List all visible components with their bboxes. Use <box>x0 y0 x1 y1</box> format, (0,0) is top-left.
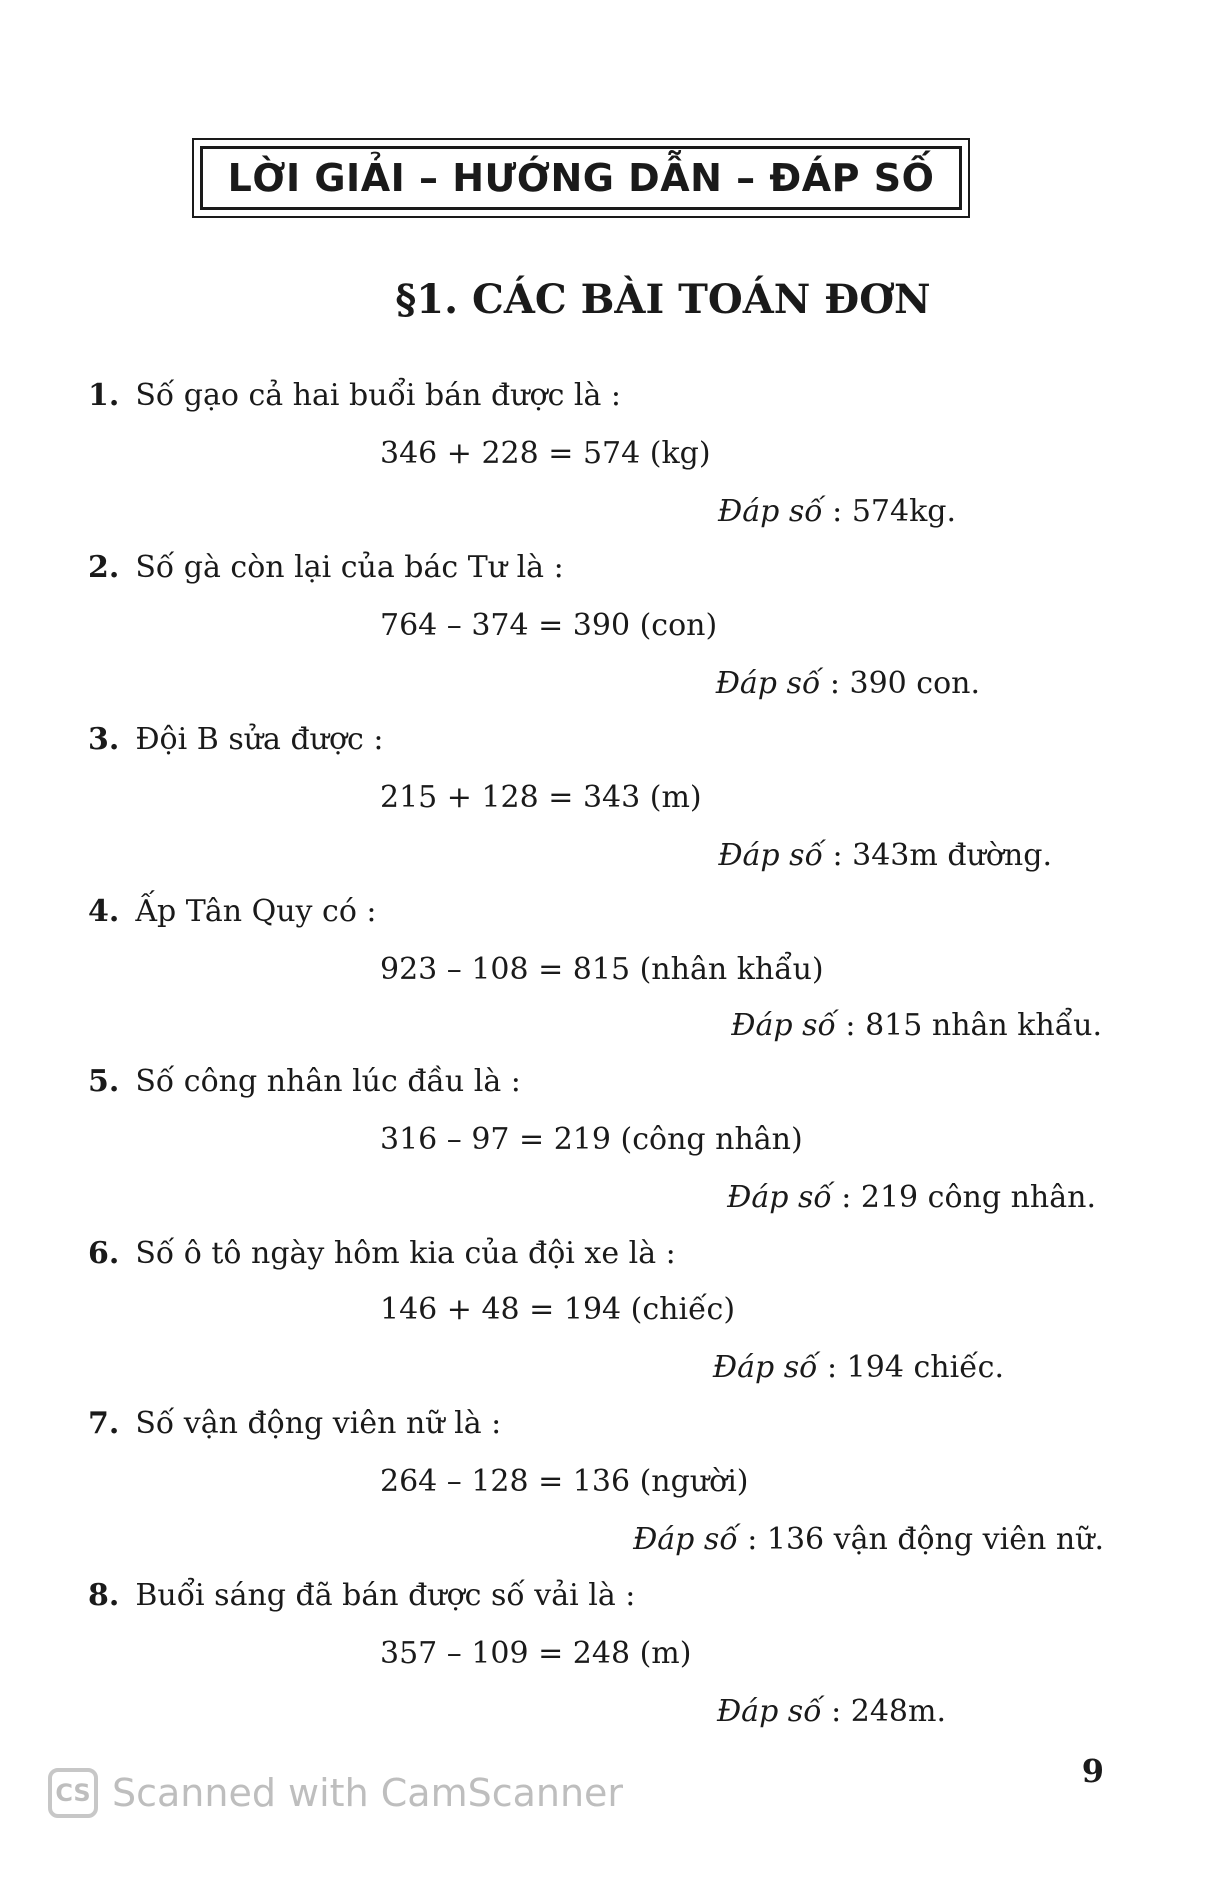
answer-label: Đáp số <box>715 666 821 701</box>
calculation: 923 – 108 = 815 (nhân khẩu) <box>380 952 824 987</box>
problem-text: Số gạo cả hai buổi bán được là : <box>135 378 622 413</box>
answer-value: : 219 công nhân. <box>831 1180 1096 1215</box>
problem-statement <box>88 1406 501 1441</box>
answer-value: : 574kg. <box>822 494 956 529</box>
problem-number: 1. <box>88 378 120 413</box>
problem-statement <box>88 550 564 585</box>
problem-text: Ấp Tân Quy có : <box>135 894 377 929</box>
problem-text: Số công nhân lúc đầu là : <box>135 1064 521 1099</box>
page-number: 9 <box>1081 1752 1104 1790</box>
problem-number: 7. <box>88 1406 120 1441</box>
answer-line <box>633 1522 1104 1557</box>
answer-line <box>713 1350 1004 1385</box>
problem-number: 5. <box>88 1064 120 1099</box>
answer-value: : 248m. <box>821 1694 946 1729</box>
answer-line <box>727 1180 1096 1215</box>
problem-number: 6. <box>88 1236 120 1271</box>
answer-value: : 194 chiếc. <box>817 1350 1004 1385</box>
answer-line <box>717 1694 946 1729</box>
header-inner-frame <box>200 146 962 210</box>
camscanner-logo-icon: CS <box>48 1768 98 1818</box>
answer-value: : 343m đường. <box>822 838 1052 873</box>
problem-text: Số gà còn lại của bác Tư là : <box>135 550 564 585</box>
answer-value: : 390 con. <box>820 666 980 701</box>
problem-number: 8. <box>88 1578 120 1613</box>
answer-line <box>731 1008 1102 1043</box>
problem-statement <box>88 1236 676 1271</box>
calculation: 316 – 97 = 219 (công nhân) <box>380 1122 803 1157</box>
answer-line <box>716 666 980 701</box>
problem-text: Số vận động viên nữ là : <box>135 1406 502 1441</box>
calculation: 146 + 48 = 194 (chiếc) <box>380 1292 736 1327</box>
answer-line <box>718 838 1052 873</box>
calculation: 357 – 109 = 248 (m) <box>380 1636 692 1671</box>
problem-text: Buổi sáng đã bán được số vải là : <box>135 1578 636 1613</box>
problem-statement <box>88 722 384 757</box>
problem-statement <box>88 1578 635 1613</box>
section-title: §1. CÁC BÀI TOÁN ĐƠN <box>395 276 931 323</box>
answer-value: : 815 nhân khẩu. <box>835 1008 1102 1043</box>
answer-label: Đáp số <box>727 1180 832 1215</box>
problem-text: Số ô tô ngày hôm kia của đội xe là : <box>135 1236 676 1271</box>
header-title: LỜI GIẢI – HƯỚNG DẪN – ĐÁP SỐ <box>227 156 935 200</box>
watermark-text: Scanned with CamScanner <box>112 1771 624 1815</box>
header-box <box>192 138 970 218</box>
calculation: 764 – 374 = 390 (con) <box>380 608 718 643</box>
problem-number: 3. <box>88 722 120 757</box>
problem-number: 2. <box>88 550 120 585</box>
calculation: 215 + 128 = 343 (m) <box>380 780 702 815</box>
problem-statement <box>88 378 621 413</box>
problem-text: Đội B sửa được : <box>135 722 384 757</box>
camscanner-watermark <box>48 1768 623 1818</box>
calculation: 346 + 228 = 574 (kg) <box>380 436 711 471</box>
problem-statement <box>88 894 377 929</box>
answer-label: Đáp số <box>716 1694 822 1729</box>
answer-label: Đáp số <box>718 838 823 873</box>
answer-label: Đáp số <box>718 494 823 529</box>
problem-number: 4. <box>88 894 120 929</box>
problem-statement <box>88 1064 521 1099</box>
answer-label: Đáp số <box>712 1350 818 1385</box>
answer-value: : 136 vận động viên nữ. <box>737 1522 1104 1557</box>
answer-label: Đáp số <box>731 1008 836 1043</box>
calculation: 264 – 128 = 136 (người) <box>380 1464 749 1499</box>
answer-line <box>718 494 956 529</box>
answer-label: Đáp số <box>633 1522 738 1557</box>
